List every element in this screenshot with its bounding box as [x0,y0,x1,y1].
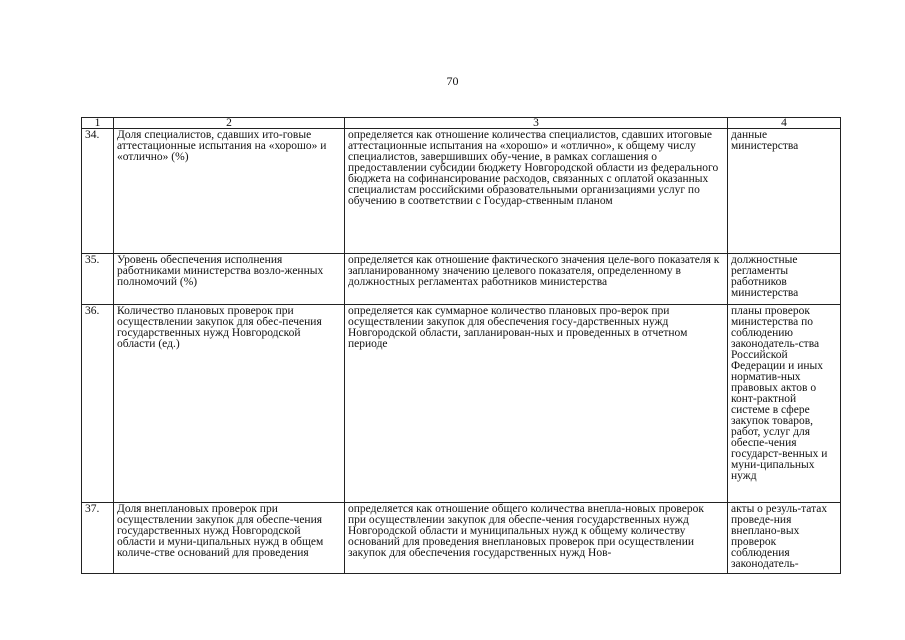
table-row [82,254,841,305]
indicator-name: Доля специалистов, сдавших ито-говые аттестационные испытания на «хорошо» и «отлично» (%) [114,129,345,254]
indicators-table [81,117,841,574]
page-number: 70 [446,74,459,88]
row-number: 36. [82,305,114,503]
column-header-2: 2 [114,118,345,129]
column-header-1: 1 [82,118,114,129]
indicator-name: Уровень обеспечения исполнения работниками министерства возло-женных полномочий (%) [114,254,345,305]
data-source: должностные регламенты работников министерства [728,254,841,305]
row-number: 37. [82,503,114,574]
data-source: данные министерства [728,129,841,254]
table-row [82,305,841,503]
calculation-method: определяется как отношение количества специалистов, сдавших итоговые аттестационные испытания на «хорошо» и «отлично», к общему числу специалистов, завершивших обу-чение, в рамках соглашения о предоставлении субсидии бюджету Новгородской области из федерального бюджета на софинансирование расходов, связанных с оплатой оказанных специалистам российскими образовательными организациями услуг по обучению в соответствии с Государ-ственным планом [345,129,728,254]
calculation-method: определяется как суммарное количество плановых про-верок при осуществлении закупок для обеспечения госу-дарственных нужд Новгородской области, запланирован-ных и проведенных в отчетном периоде [345,305,728,503]
table-row [82,129,841,254]
data-source: акты о резуль-татах проведе-ния внеплано-вых проверок соблюдения законодатель- [728,503,841,574]
row-number: 34. [82,129,114,254]
indicator-name: Количество плановых проверок при осуществлении закупок для обес-печения государственных нужд Новгородской области (ед.) [114,305,345,503]
indicator-name: Доля внеплановых проверок при осуществлении закупок для обеспе-чения государственных нужд Новгородской области и муни-ципальных нужд в общем количе-стве оснований для проведения [114,503,345,574]
row-number: 35. [82,254,114,305]
calculation-method: определяется как отношение общего количества внепла-новых проверок при осуществлении закупок для обеспе-чения государственных нужд Новгородской области и муниципальных нужд к общему количеству оснований для проведения внеплановых проверок при осуществлении закупок для обеспечения государственных нужд Нов- [345,503,728,574]
data-source: планы проверок министерства по соблюдению законодатель-ства Российской Федерации и иных норматив-ных правовых актов о конт-рактной системе в сфере закупок товаров, работ, услуг для обеспе-чения государст-венных и муни-ципальных нужд [728,305,841,503]
column-header-3: 3 [345,118,728,129]
column-header-4: 4 [728,118,841,129]
table-header-row [82,118,841,129]
calculation-method: определяется как отношение фактического значения целе-вого показателя к запланированному значению целевого показателя, определенному в должностных регламентах работников министерства [345,254,728,305]
table-row [82,503,841,574]
